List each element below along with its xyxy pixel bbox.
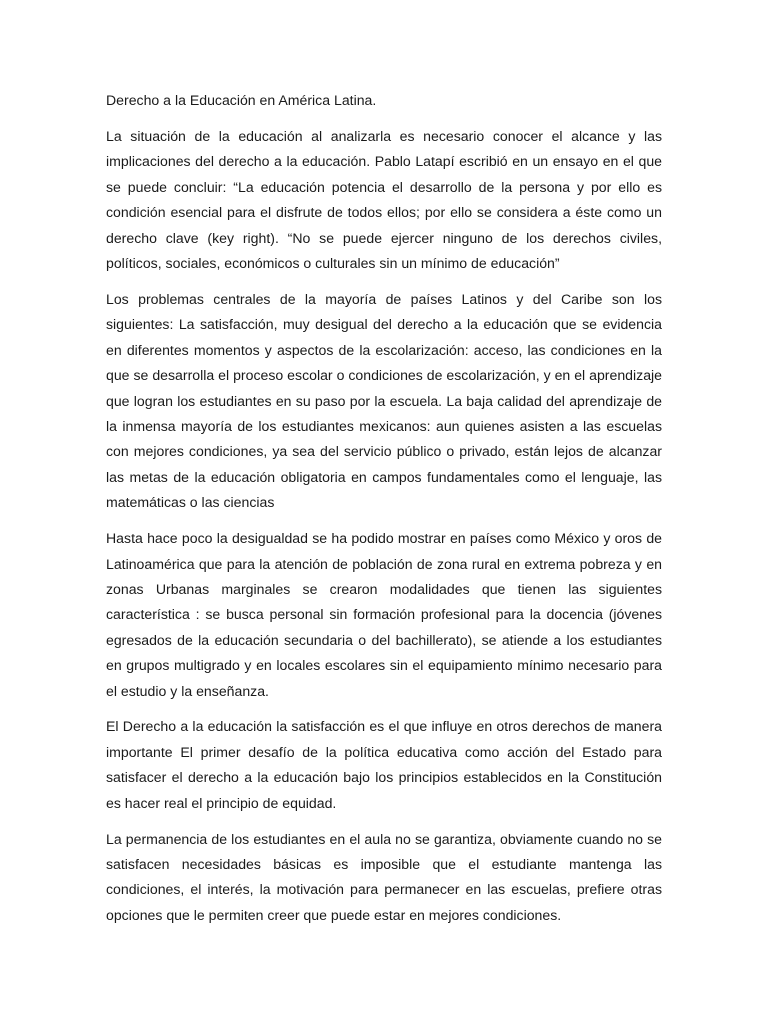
document-body	[106, 87, 662, 939]
paragraph-3: Hasta hace poco la desigualdad se ha podido mostrar en países como México y oros de Latinoamérica que para la atención de población de zona rural en extrema pobreza y en zonas Urbanas marginales se crearon modalidades que tienen las siguientes característica : se busca personal sin formación profesional para la docencia (jóvenes egresados de la educación secundaria o del bachillerato), se atiende a los estudiantes en grupos multigrado y en locales escolares sin el equipamiento mínimo necesario para el estudio y la enseñanza.	[106, 530, 662, 699]
paragraph-2: Los problemas centrales de la mayoría de países Latinos y del Caribe son los siguientes: La satisfacción, muy desigual del derecho a la educación que se evidencia en diferentes momentos y aspectos de la escolarización: acceso, las condiciones en la que se desarrolla el proceso escolar o condiciones de escolarización, y en el aprendizaje que logran los estudiantes en su paso por la escuela. La baja calidad del aprendizaje de la inmensa mayoría de los estudiantes mexicanos: aun quienes asisten a las escuelas con mejores condiciones, ya sea del servicio público o privado, están lejos de alcanzar las metas de la educación obligatoria en campos fundamentales como el lenguaje, las matemáticas o las ciencias	[106, 290, 662, 511]
paragraph-1: La situación de la educación al analizarla es necesario conocer el alcance y las implicaciones del derecho a la educación. Pablo Latapí escribió en un ensayo en el que se puede concluir: “La educación potencia el desarrollo de la persona y por ello es condición esencial para el disfrute de todos ellos; por ello se considera a éste como un derecho clave (key right). “No se puede ejercer ninguno de los derechos civiles, políticos, sociales, económicos o culturales sin un mínimo de educación”	[106, 128, 662, 272]
paragraph-4: El Derecho a la educación la satisfacción es el que influye en otros derechos de manera importante El primer desafío de la política educativa como acción del Estado para satisfacer el derecho a la educación bajo los principios establecidos en la Constitución es hacer real el principio de equidad.	[106, 718, 662, 811]
paragraph-5: La permanencia de los estudiantes en el aula no se garantiza, obviamente cuando no se satisfacen necesidades básicas es imposible que el estudiante mantenga las condiciones, el interés, la motivación para permanecer en las escuelas, prefiere otras opciones que le permiten creer que puede estar en mejores condiciones.	[106, 830, 662, 923]
document-title: Derecho a la Educación en América Latina.	[106, 92, 377, 108]
